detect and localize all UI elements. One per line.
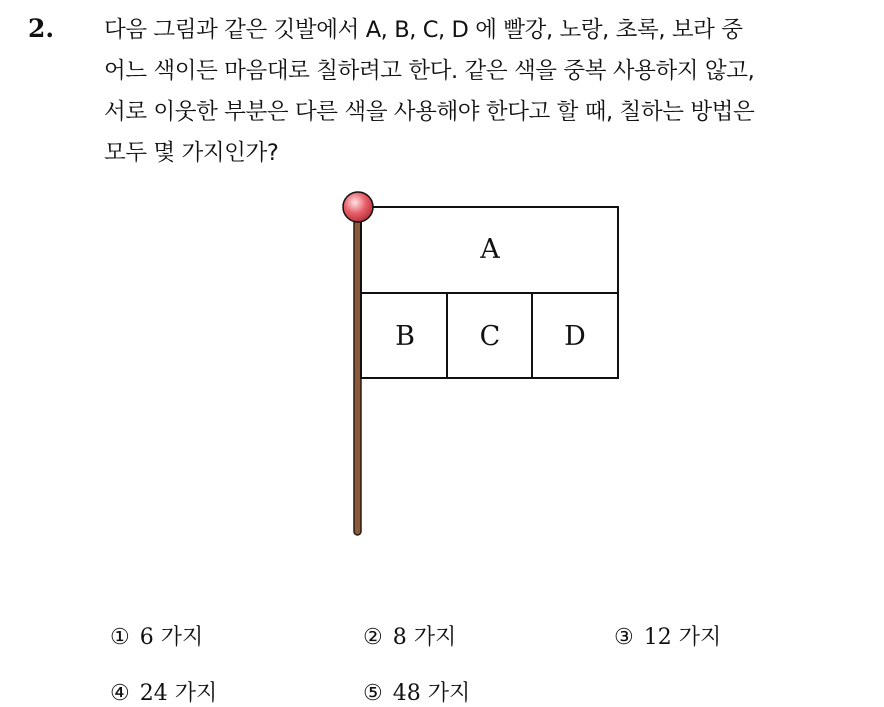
answer-choice-5[interactable]: [363, 676, 470, 707]
flag-figure: [330, 185, 640, 545]
answer-choice-4[interactable]: [110, 676, 217, 707]
choice-mark: ⑤: [363, 681, 383, 706]
region-label-a: A: [480, 234, 500, 265]
choice-mark: ③: [614, 625, 634, 650]
choice-mark: ②: [363, 625, 383, 650]
choice-text: 48 가지: [392, 681, 471, 706]
answer-choice-2[interactable]: [363, 620, 456, 651]
choice-text: 12 가지: [643, 625, 722, 650]
choice-mark: ④: [110, 681, 130, 706]
choice-text: 8 가지: [392, 625, 457, 650]
flag-diagram: [330, 185, 640, 545]
flag-pole: [354, 215, 361, 535]
region-label-b: B: [395, 321, 415, 352]
region-label-d: D: [564, 321, 586, 352]
answer-choice-1[interactable]: [110, 620, 203, 651]
flag-pole-knob: [343, 192, 373, 222]
region-label-c: C: [479, 321, 501, 352]
answer-choice-3[interactable]: [614, 620, 721, 651]
question-line: 다음 그림과 같은 깃발에서 A, B, C, D 에 빨강, 노랑, 초록, 보라 중: [104, 17, 743, 43]
question-line: 모두 몇 가지인가?: [104, 140, 279, 166]
choice-text: 24 가지: [139, 681, 218, 706]
question-text: [104, 10, 874, 174]
question-number: 2.: [28, 14, 55, 43]
choice-text: 6 가지: [139, 625, 204, 650]
question-line: 어느 색이든 마음대로 칠하려고 한다. 같은 색을 중복 사용하지 않고,: [104, 58, 755, 84]
question-line: 서로 이웃한 부분은 다른 색을 사용해야 한다고 할 때, 칠하는 방법은: [104, 99, 755, 125]
choice-mark: ①: [110, 625, 130, 650]
